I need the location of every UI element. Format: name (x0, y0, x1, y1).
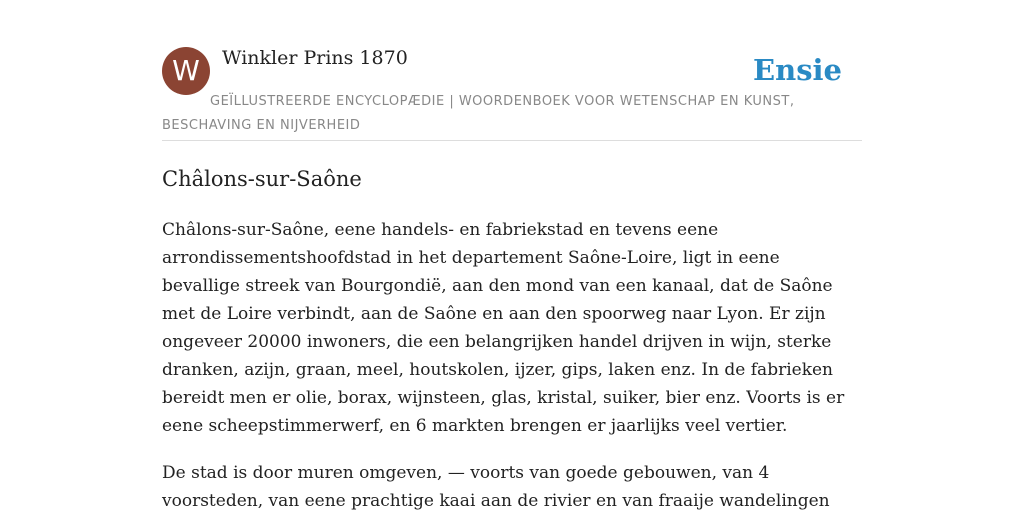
header (162, 46, 862, 141)
article-paragraph: De stad is door muren omgeven, — voorts van goede gebouwen, van 4 voorsteden, van eene prachtige kaai aan de rivier en van fraaije wandelingen (162, 463, 830, 511)
article-paragraph: Châlons-sur-Saône, eene handels- en fabriekstad en tevens eene arrondissementshoofdstad in het departement Saône-Loire, ligt in eene bevallige streek van Bourgondië, aan den mond van een kanaal, dat de Saône met de Loire verbindt, aan de Saône en aan den spoorweg naar Lyon. Er zijn ongeveer 20000 inwoners, die een belangrijken handel drijven in wijn, sterke dranken, azijn, graan, meel, houtskolen, ijzer, gips, laken enz. In de fabrieken bereidt men er olie, borax, wijnsteen, glas, kristal, suiker, bier enz. Voorts is er eene scheepstimmerwerf, en 6 markten brengen er jaarlijks veel vertier. (162, 220, 845, 436)
source-title[interactable]: Winkler Prins 1870 (222, 47, 408, 69)
brand-logo[interactable]: Ensie (753, 53, 842, 87)
avatar[interactable]: W (162, 47, 210, 95)
source-subtitle: GEÏLLUSTREERDE ENCYCLOPÆDIE | WOORDENBOEK VOOR WETENSCHAP EN KUNST, BESCHAVING EN NIJVERHEID (162, 94, 795, 133)
article-body (162, 216, 862, 512)
article-title: Châlons-sur-Saône (162, 167, 362, 191)
